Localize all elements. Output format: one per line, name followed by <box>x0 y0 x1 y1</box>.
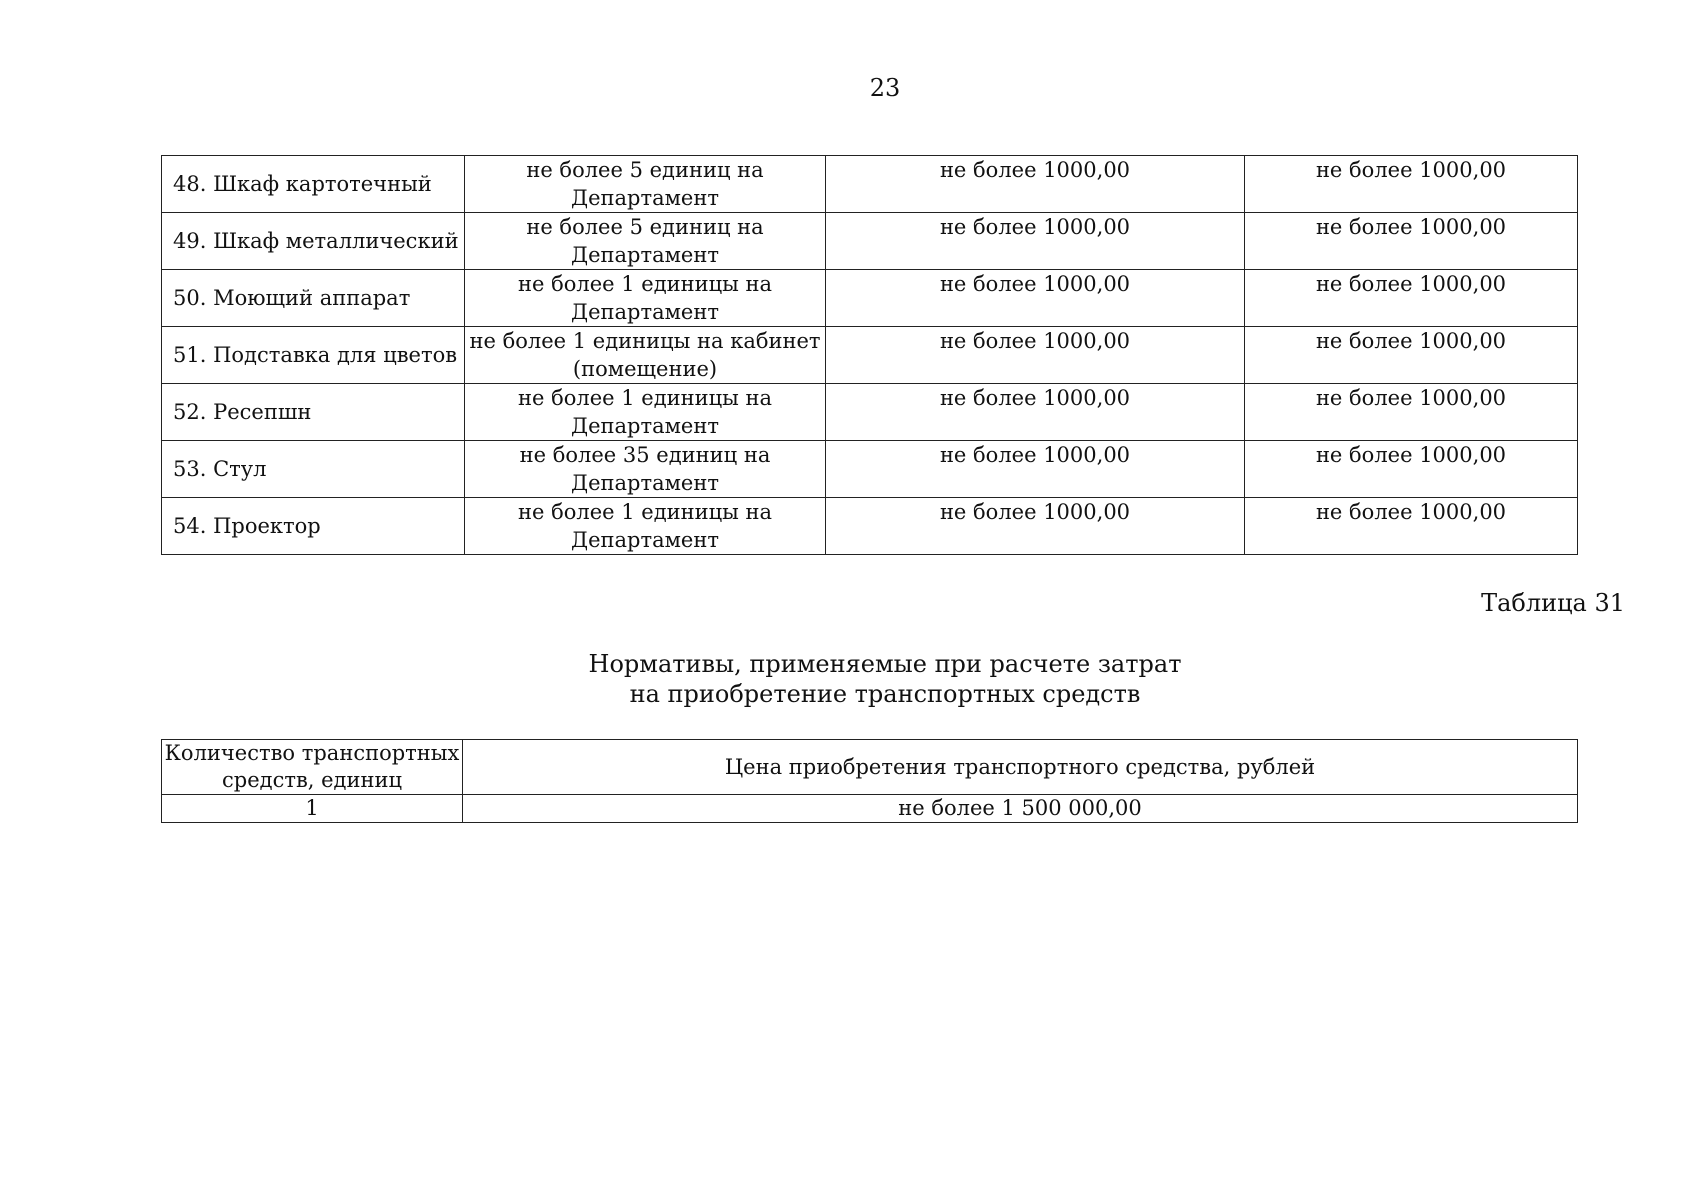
table-30-continuation <box>161 155 1578 555</box>
item-price-cell: не более 1000,00 <box>826 384 1245 441</box>
table-row <box>162 498 1578 555</box>
item-quantity-line-2: Департамент <box>571 528 719 552</box>
item-name-cell: 51. Подставка для цветов <box>162 327 465 384</box>
item-price-cell: не более 1000,00 <box>1245 327 1578 384</box>
table-row <box>162 384 1578 441</box>
item-quantity-line-2: Департамент <box>571 243 719 267</box>
item-price-cell: не более 1000,00 <box>1245 270 1578 327</box>
item-quantity-line-1: не более 5 единиц на <box>526 215 764 239</box>
item-price-cell: не более 1000,00 <box>826 270 1245 327</box>
item-price-cell: не более 1000,00 <box>826 156 1245 213</box>
table-31-title <box>0 649 1698 709</box>
item-quantity-cell <box>465 498 826 555</box>
item-quantity-cell <box>465 156 826 213</box>
table-row <box>162 270 1578 327</box>
item-price-cell: не более 1000,00 <box>1245 498 1578 555</box>
table-31-label: Таблица 31 <box>1481 589 1625 617</box>
item-name-cell: 53. Стул <box>162 441 465 498</box>
header-vehicle-count <box>162 740 463 795</box>
item-price-cell: не более 1000,00 <box>1245 441 1578 498</box>
table-31-header-row <box>162 740 1578 795</box>
item-quantity-line-2: (помещение) <box>572 357 718 381</box>
vehicle-price-cell: не более 1 500 000,00 <box>463 795 1578 823</box>
item-quantity-line-1: не более 1 единицы на <box>517 500 773 524</box>
table-row <box>162 327 1578 384</box>
table-row <box>162 213 1578 270</box>
item-quantity-line-2: Департамент <box>571 471 719 495</box>
item-quantity-line-1: не более 1 единицы на кабинет <box>469 329 821 353</box>
table-31-title-line-2: на приобретение транспортных средств <box>629 680 1141 708</box>
item-name-cell: 49. Шкаф металлический <box>162 213 465 270</box>
item-quantity-cell <box>465 327 826 384</box>
item-price-cell: не более 1000,00 <box>1245 213 1578 270</box>
item-quantity-line-1: не более 5 единиц на <box>526 158 764 182</box>
table-row <box>162 156 1578 213</box>
item-price-cell: не более 1000,00 <box>826 327 1245 384</box>
item-price-cell: не более 1000,00 <box>1245 384 1578 441</box>
item-quantity-cell <box>465 384 826 441</box>
item-name-cell: 52. Ресепшн <box>162 384 465 441</box>
header-vehicle-count-line-2: средств, единиц <box>222 768 402 792</box>
item-name-cell: 50. Моющий аппарат <box>162 270 465 327</box>
item-quantity-line-1: не более 35 единиц на <box>519 443 771 467</box>
item-quantity-cell <box>465 270 826 327</box>
item-quantity-line-1: не более 1 единицы на <box>517 386 773 410</box>
item-quantity-cell <box>465 213 826 270</box>
item-price-cell: не более 1000,00 <box>826 441 1245 498</box>
vehicle-count-cell: 1 <box>162 795 463 823</box>
table-31-title-line-1: Нормативы, применяемые при расчете затрат <box>588 650 1182 678</box>
item-quantity-cell <box>465 441 826 498</box>
item-price-cell: не более 1000,00 <box>826 213 1245 270</box>
header-vehicle-price: Цена приобретения транспортного средства, рублей <box>463 740 1578 795</box>
item-price-cell: не более 1000,00 <box>1245 156 1578 213</box>
item-quantity-line-2: Департамент <box>571 186 719 210</box>
table-31-row <box>162 795 1578 823</box>
table-31 <box>161 739 1578 823</box>
header-vehicle-count-line-1: Количество транспортных <box>164 741 460 765</box>
table-row <box>162 441 1578 498</box>
item-quantity-line-2: Департамент <box>571 414 719 438</box>
item-quantity-line-2: Департамент <box>571 300 719 324</box>
page-number: 23 <box>869 74 901 102</box>
item-name-cell: 54. Проектор <box>162 498 465 555</box>
item-quantity-line-1: не более 1 единицы на <box>517 272 773 296</box>
item-price-cell: не более 1000,00 <box>826 498 1245 555</box>
item-name-cell: 48. Шкаф картотечный <box>162 156 465 213</box>
